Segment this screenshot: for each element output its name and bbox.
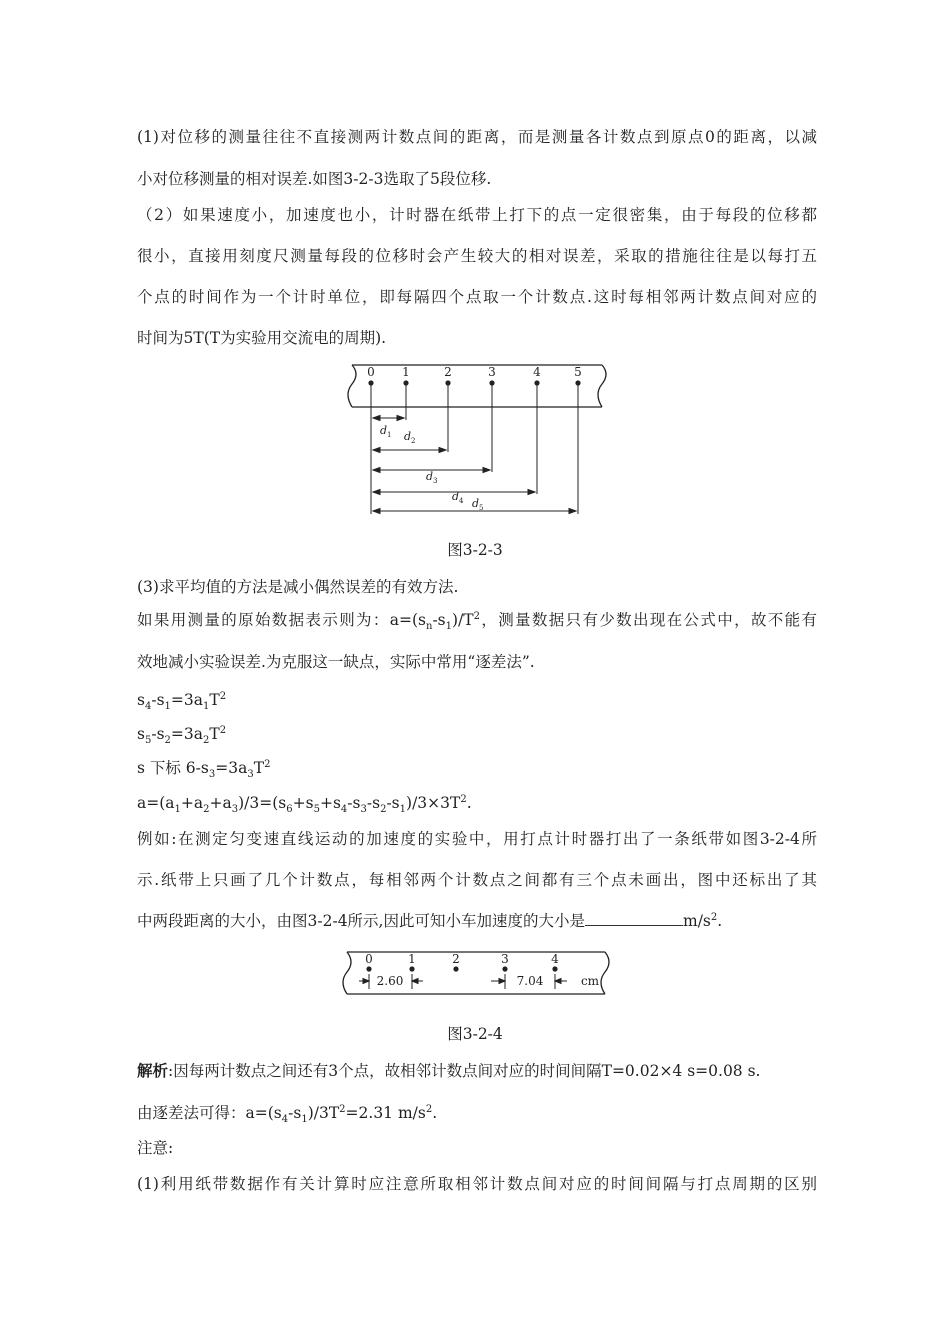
equation-2: $s_5-s_2=3a_2T^2$: [137, 724, 227, 747]
equation-3: s 下标 $6-s_3=3a_3T^2$: [137, 758, 271, 781]
point2-dot-0: [366, 966, 371, 971]
extension-lines: [371, 383, 578, 514]
point-label-5: 5: [574, 365, 582, 379]
point2-dot-1: [409, 966, 414, 971]
distance-labels: [380, 424, 484, 512]
label-d2: $d_2$: [404, 430, 416, 445]
example-line3: 中两段距离的大小，由图3-2-4所示,因此可知小车加速度的大小是 $m/s^2$.: [137, 911, 723, 930]
solution-line1: 解析:因每两计数点之间还有3个点，故相邻计数点间对应的时间间隔T=0.02×4 s=0.08 s.: [137, 1061, 761, 1080]
point-label-3: 3: [488, 365, 496, 379]
para1-line2: 小对位移测量的相对误差.如图3-2-3选取了5段位移.: [137, 170, 492, 188]
point2-dot-4: [552, 966, 557, 971]
example-line1: 例如:在测定匀变速直线运动的加速度的实验中，用打点计时器打出了一条纸带如图3-2-4所: [137, 830, 817, 848]
equation-1: $s_4-s_1=3a_1T^2$: [137, 690, 227, 713]
para3-line1: (3)求平均值的方法是减小偶然误差的有效方法.: [137, 578, 459, 596]
figure-3-2-3: [340, 360, 620, 520]
label-d3: $d_3$: [426, 470, 438, 485]
point2-dot-2: [453, 966, 458, 971]
note-title: 注意:: [137, 1139, 174, 1157]
label-d4: $d_4$: [452, 490, 464, 505]
point2-label-0: 0: [365, 952, 373, 966]
solution-line2: 由逐差法可得：$a=(s_4-s_1)/3T^2=2.31$ $m/s^2$.: [137, 1103, 438, 1126]
note-line1: (1)利用纸带数据作有关计算时应注意所取相邻计数点间对应的时间间隔与打点周期的区别: [137, 1175, 817, 1193]
para2-line1: （2）如果速度小，加速度也小，计时器在纸带上打下的点一定很密集，由于每段的位移都: [137, 206, 817, 224]
point2-label-3: 3: [501, 952, 509, 966]
distance-2-60: 2.60: [376, 974, 404, 988]
figure-caption-3-2-3: 图3-2-3: [447, 541, 503, 559]
para4-line1: 如果用测量的原始数据表示则为：$a=(s_n-s_1)/T^2$，测量数据只有少数出现在公式中，故不能有: [137, 610, 817, 633]
point-label-2: 2: [444, 365, 452, 379]
paper-tape: [348, 365, 606, 407]
para2-line2: 很小，直接用刻度尺测量每段的位移时会产生较大的相对误差，采取的措施往往是以每打五: [137, 247, 817, 265]
point-label-0: 0: [367, 365, 375, 379]
distance-7-04: 7.04: [516, 974, 544, 988]
para2-line3: 个点的时间作为一个计时单位，即每隔四个点取一个计数点.这时每相邻两计数点间对应的: [137, 288, 817, 306]
solution-label: 解析: [137, 1061, 169, 1080]
unit-cm: cm: [580, 974, 600, 988]
para4-line2: 效地减小实验误差.为克服这一缺点，实际中常用“逐差法”.: [137, 653, 535, 671]
para1-line1: (1)对位移的测量往往不直接测两计数点间的距离，而是测量各计数点到原点0的距离，以减: [137, 128, 817, 146]
figure-caption-3-2-4: 图3-2-4: [447, 1025, 503, 1043]
label-d1: $d_1$: [380, 424, 392, 439]
point-label-4: 4: [533, 365, 541, 379]
para2-line4: 时间为5T(T为实验用交流电的周期).: [137, 329, 387, 347]
point2-dot-3: [502, 966, 507, 971]
count-points-2: [365, 952, 559, 972]
point2-label-1: 1: [408, 952, 416, 966]
figure-3-2-4: [335, 948, 615, 998]
equation-4: $a=(a_1+a_2+a_3)/3=(s_6+s_5+s_4-s_3-s_2-s_1)/3\times 3T^2$.: [137, 793, 472, 816]
point-label-1: 1: [402, 365, 410, 379]
example-line2: 示.纸带上只画了几个计数点，每相邻两个计数点之间都有三个点未画出，图中还标出了其: [137, 871, 817, 889]
answer-blank[interactable]: [585, 911, 683, 926]
label-d5: $d_5$: [472, 497, 484, 512]
count-points: [367, 365, 582, 386]
point2-label-2: 2: [452, 952, 460, 966]
point2-label-4: 4: [551, 952, 559, 966]
